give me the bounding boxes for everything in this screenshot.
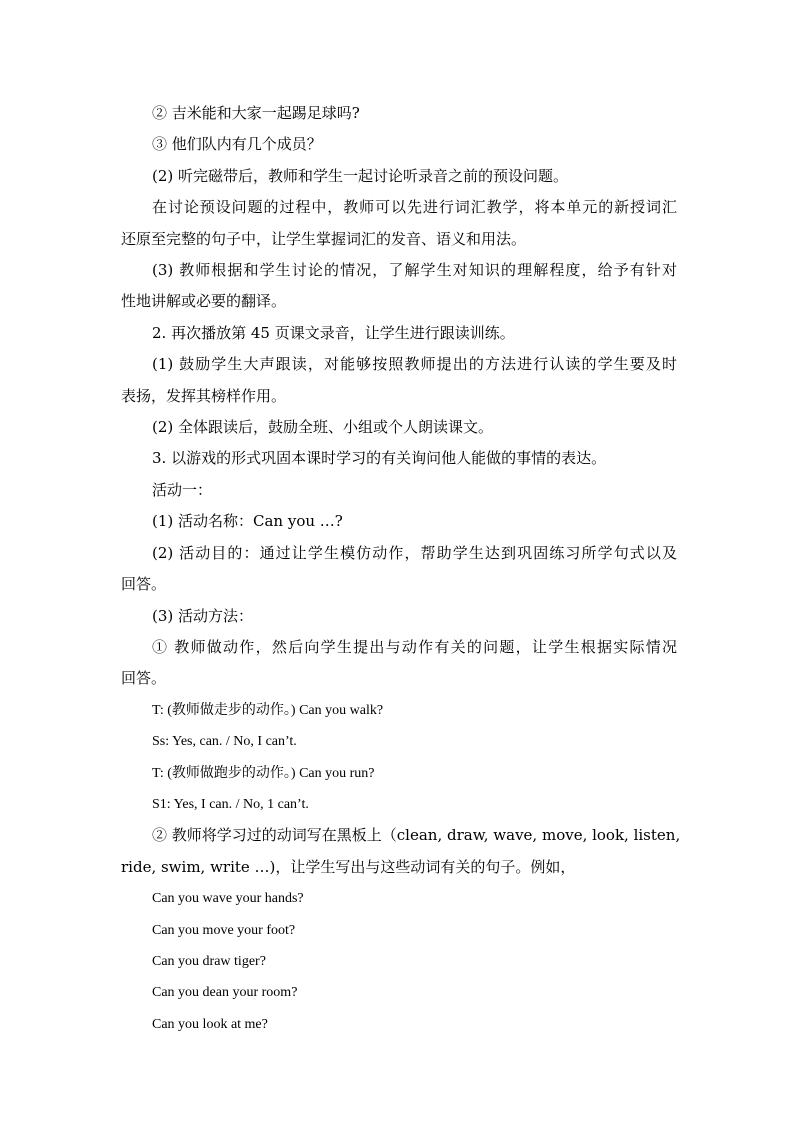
step-explain-line-1: (3) 教师根据和学生讨论的情况，了解学生对知识的理解程度，给予有针对 [152,261,677,280]
method-2-line-1: ② 教师将学习过的动词写在黑板上（clean, draw, wave, move, look, listen, [152,826,681,845]
example-sentence-3: Can you draw tiger? [152,953,266,969]
activity-purpose-line-1: (2) 活动目的：通过让学生模仿动作，帮助学生达到巩固练习所学句式以及 [152,543,677,562]
step-game: 3. 以游戏的形式巩固本课时学习的有关询问他人能做的事情的表达。 [152,449,607,468]
dialog-teacher-run: T: (教师做跑步的动作。) Can you run? [152,765,375,781]
method-1-line-2: 回答。 [121,669,167,688]
activity-name: (1) 活动名称：Can you …? [152,512,343,531]
example-sentence-2: Can you move your foot? [152,922,296,938]
dialog-student1-answer: S1: Yes, I can. / No, 1 can’t. [152,796,309,812]
activity-purpose-line-2: 回答。 [121,575,167,594]
activity-heading: 活动一： [152,480,213,499]
method-2-line-2: ride, swim, write …)，让学生写出与这些动词有关的句子。例如， [121,857,576,876]
paragraph-vocabulary-line-2: 还原至完整的句子中，让学生掌握词汇的发音、语义和用法。 [121,229,527,248]
step-group-read: (2) 全体跟读后，鼓励全班、小组或个人朗读课文。 [152,418,494,437]
example-sentence-4: Can you dean your room? [152,985,298,1001]
method-1-line-1: ① 教师做动作，然后向学生提出与动作有关的问题，让学生根据实际情况 [152,637,677,656]
step-discussion: (2) 听完磁带后，教师和学生一起讨论听录音之前的预设问题。 [152,166,569,185]
activity-method: (3) 活动方法： [152,606,254,625]
question-2: ② 吉米能和大家一起踢足球吗? [152,104,360,122]
dialog-teacher-walk: T: (教师做走步的动作。) Can you walk? [152,702,384,718]
step-explain-line-2: 性地讲解或必要的翻译。 [121,292,287,311]
step-replay: 2. 再次播放第 45 页课文录音，让学生进行跟读训练。 [152,323,515,342]
step-read-aloud-line-1: (1) 鼓励学生大声跟读，对能够按照教师提出的方法进行认读的学生要及时 [152,355,677,374]
step-read-aloud-line-2: 表扬，发挥其榜样作用。 [121,386,287,405]
dialog-students-answer: Ss: Yes, can. / No, I can’t. [152,734,297,750]
example-sentence-1: Can you wave your hands? [152,891,304,907]
question-3: ③ 他们队内有几个成员？ [152,135,322,154]
paragraph-vocabulary-line-1: 在讨论预设问题的过程中，教师可以先进行词汇教学，将本单元的新授词汇 [152,198,677,217]
example-sentence-5: Can you look at me? [152,1016,268,1032]
document-body [121,98,681,1040]
